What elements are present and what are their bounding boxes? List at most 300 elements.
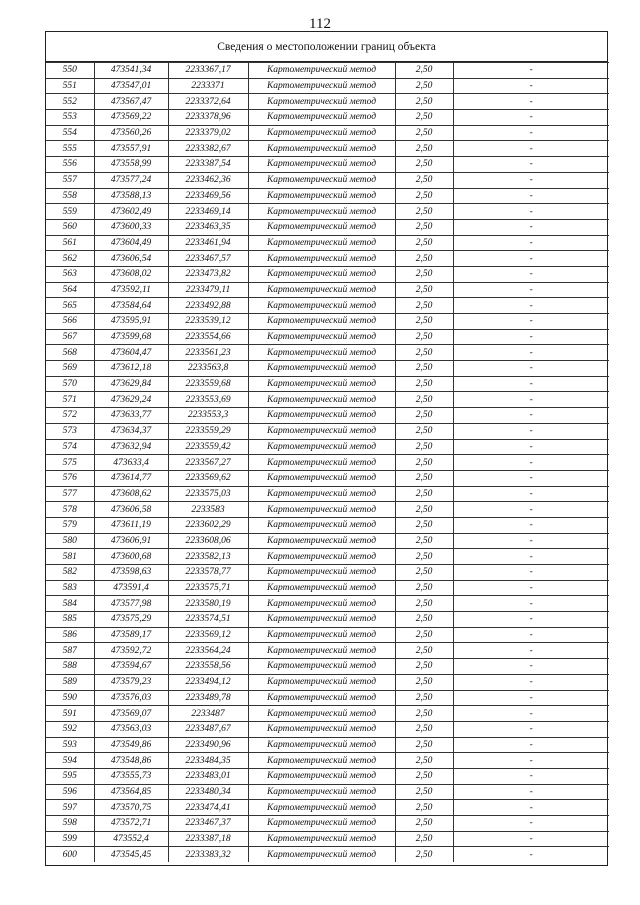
y-coordinate-cell: 2233561,23: [168, 345, 248, 361]
table-row: [46, 282, 609, 298]
table-row: [46, 172, 609, 188]
description-cell: -: [453, 329, 609, 345]
y-coordinate-cell: 2233473,82: [168, 266, 248, 282]
table-body: [46, 63, 609, 863]
method-cell: Картометрический метод: [248, 423, 395, 439]
method-cell: Картометрический метод: [248, 157, 395, 173]
method-cell: Картометрический метод: [248, 141, 395, 157]
x-coordinate-cell: 473575,29: [94, 612, 168, 628]
point-number-cell: 594: [46, 753, 94, 769]
y-coordinate-cell: 2233494,12: [168, 674, 248, 690]
y-coordinate-cell: 2233578,77: [168, 565, 248, 581]
description-cell: -: [453, 533, 609, 549]
description-cell: -: [453, 314, 609, 330]
point-number-cell: 583: [46, 580, 94, 596]
table-row: [46, 816, 609, 832]
method-cell: Картометрический метод: [248, 188, 395, 204]
point-number-cell: 599: [46, 831, 94, 847]
y-coordinate-cell: 2233575,03: [168, 486, 248, 502]
x-coordinate-cell: 473560,26: [94, 125, 168, 141]
table-row: [46, 408, 609, 424]
method-cell: Картометрический метод: [248, 63, 395, 79]
coordinates-table: [46, 62, 609, 862]
y-coordinate-cell: 2233582,13: [168, 549, 248, 565]
table-row: [46, 721, 609, 737]
y-coordinate-cell: 2233372,64: [168, 94, 248, 110]
x-coordinate-cell: 473629,24: [94, 392, 168, 408]
x-coordinate-cell: 473558,99: [94, 157, 168, 173]
accuracy-cell: 2,50: [395, 690, 453, 706]
description-cell: -: [453, 627, 609, 643]
y-coordinate-cell: 2233487,67: [168, 721, 248, 737]
point-number-cell: 574: [46, 439, 94, 455]
description-cell: -: [453, 721, 609, 737]
point-number-cell: 588: [46, 659, 94, 675]
method-cell: Картометрический метод: [248, 110, 395, 126]
description-cell: -: [453, 266, 609, 282]
y-coordinate-cell: 2233467,37: [168, 816, 248, 832]
description-cell: -: [453, 376, 609, 392]
x-coordinate-cell: 473629,84: [94, 376, 168, 392]
table-row: [46, 831, 609, 847]
accuracy-cell: 2,50: [395, 674, 453, 690]
y-coordinate-cell: 2233559,29: [168, 423, 248, 439]
accuracy-cell: 2,50: [395, 423, 453, 439]
y-coordinate-cell: 2233553,69: [168, 392, 248, 408]
description-cell: -: [453, 439, 609, 455]
table-row: [46, 298, 609, 314]
point-number-cell: 565: [46, 298, 94, 314]
description-cell: -: [453, 172, 609, 188]
y-coordinate-cell: 2233559,42: [168, 439, 248, 455]
table-row: [46, 768, 609, 784]
accuracy-cell: 2,50: [395, 596, 453, 612]
method-cell: Картометрический метод: [248, 439, 395, 455]
description-cell: -: [453, 612, 609, 628]
x-coordinate-cell: 473608,62: [94, 486, 168, 502]
x-coordinate-cell: 473572,71: [94, 816, 168, 832]
x-coordinate-cell: 473608,02: [94, 266, 168, 282]
method-cell: Картометрический метод: [248, 768, 395, 784]
x-coordinate-cell: 473584,64: [94, 298, 168, 314]
x-coordinate-cell: 473552,4: [94, 831, 168, 847]
point-number-cell: 562: [46, 251, 94, 267]
table-row: [46, 63, 609, 79]
y-coordinate-cell: 2233462,36: [168, 172, 248, 188]
accuracy-cell: 2,50: [395, 408, 453, 424]
accuracy-cell: 2,50: [395, 361, 453, 377]
x-coordinate-cell: 473594,67: [94, 659, 168, 675]
description-cell: -: [453, 110, 609, 126]
y-coordinate-cell: 2233379,02: [168, 125, 248, 141]
description-cell: -: [453, 251, 609, 267]
accuracy-cell: 2,50: [395, 721, 453, 737]
method-cell: Картометрический метод: [248, 392, 395, 408]
table-row: [46, 314, 609, 330]
y-coordinate-cell: 2233539,12: [168, 314, 248, 330]
x-coordinate-cell: 473614,77: [94, 470, 168, 486]
accuracy-cell: 2,50: [395, 831, 453, 847]
accuracy-cell: 2,50: [395, 157, 453, 173]
accuracy-cell: 2,50: [395, 455, 453, 471]
table-row: [46, 345, 609, 361]
y-coordinate-cell: 2233583: [168, 502, 248, 518]
table-row: [46, 674, 609, 690]
y-coordinate-cell: 2233467,57: [168, 251, 248, 267]
document-table-frame: [45, 31, 608, 866]
x-coordinate-cell: 473545,45: [94, 847, 168, 862]
x-coordinate-cell: 473612,18: [94, 361, 168, 377]
y-coordinate-cell: 2233387,54: [168, 157, 248, 173]
table-row: [46, 706, 609, 722]
point-number-cell: 595: [46, 768, 94, 784]
x-coordinate-cell: 473595,91: [94, 314, 168, 330]
point-number-cell: 550: [46, 63, 94, 79]
description-cell: -: [453, 204, 609, 220]
accuracy-cell: 2,50: [395, 298, 453, 314]
accuracy-cell: 2,50: [395, 659, 453, 675]
page-number: 112: [309, 16, 331, 32]
method-cell: Картометрический метод: [248, 565, 395, 581]
x-coordinate-cell: 473598,63: [94, 565, 168, 581]
table-row: [46, 361, 609, 377]
point-number-cell: 571: [46, 392, 94, 408]
table-row: [46, 784, 609, 800]
accuracy-cell: 2,50: [395, 392, 453, 408]
accuracy-cell: 2,50: [395, 110, 453, 126]
method-cell: Картометрический метод: [248, 329, 395, 345]
y-coordinate-cell: 2233602,29: [168, 517, 248, 533]
method-cell: Картометрический метод: [248, 674, 395, 690]
description-cell: -: [453, 470, 609, 486]
point-number-cell: 557: [46, 172, 94, 188]
point-number-cell: 567: [46, 329, 94, 345]
x-coordinate-cell: 473602,49: [94, 204, 168, 220]
table-row: [46, 94, 609, 110]
method-cell: Картометрический метод: [248, 800, 395, 816]
point-number-cell: 566: [46, 314, 94, 330]
method-cell: Картометрический метод: [248, 172, 395, 188]
method-cell: Картометрический метод: [248, 533, 395, 549]
point-number-cell: 578: [46, 502, 94, 518]
y-coordinate-cell: 2233378,96: [168, 110, 248, 126]
table-row: [46, 580, 609, 596]
description-cell: -: [453, 502, 609, 518]
point-number-cell: 554: [46, 125, 94, 141]
x-coordinate-cell: 473563,03: [94, 721, 168, 737]
description-cell: -: [453, 517, 609, 533]
point-number-cell: 577: [46, 486, 94, 502]
point-number-cell: 553: [46, 110, 94, 126]
description-cell: -: [453, 282, 609, 298]
description-cell: -: [453, 63, 609, 79]
method-cell: Картометрический метод: [248, 376, 395, 392]
accuracy-cell: 2,50: [395, 314, 453, 330]
method-cell: Картометрический метод: [248, 847, 395, 862]
accuracy-cell: 2,50: [395, 235, 453, 251]
table-row: [46, 141, 609, 157]
point-number-cell: 559: [46, 204, 94, 220]
accuracy-cell: 2,50: [395, 219, 453, 235]
method-cell: Картометрический метод: [248, 502, 395, 518]
y-coordinate-cell: 2233569,12: [168, 627, 248, 643]
point-number-cell: 579: [46, 517, 94, 533]
table-row: [46, 110, 609, 126]
x-coordinate-cell: 473634,37: [94, 423, 168, 439]
method-cell: Картометрический метод: [248, 204, 395, 220]
y-coordinate-cell: 2233490,96: [168, 737, 248, 753]
point-number-cell: 597: [46, 800, 94, 816]
table-header: Сведения о местоположении границ объекта: [46, 32, 607, 62]
method-cell: Картометрический метод: [248, 78, 395, 94]
point-number-cell: 589: [46, 674, 94, 690]
x-coordinate-cell: 473599,68: [94, 329, 168, 345]
y-coordinate-cell: 2233563,8: [168, 361, 248, 377]
point-number-cell: 572: [46, 408, 94, 424]
point-number-cell: 598: [46, 816, 94, 832]
accuracy-cell: 2,50: [395, 580, 453, 596]
accuracy-cell: 2,50: [395, 125, 453, 141]
table-row: [46, 517, 609, 533]
accuracy-cell: 2,50: [395, 188, 453, 204]
point-number-cell: 573: [46, 423, 94, 439]
method-cell: Картометрический метод: [248, 219, 395, 235]
table-row: [46, 251, 609, 267]
point-number-cell: 570: [46, 376, 94, 392]
description-cell: -: [453, 141, 609, 157]
description-cell: -: [453, 423, 609, 439]
y-coordinate-cell: 2233474,41: [168, 800, 248, 816]
method-cell: Картометрический метод: [248, 721, 395, 737]
table-row: [46, 643, 609, 659]
method-cell: Картометрический метод: [248, 737, 395, 753]
method-cell: Картометрический метод: [248, 125, 395, 141]
accuracy-cell: 2,50: [395, 251, 453, 267]
method-cell: Картометрический метод: [248, 659, 395, 675]
table-row: [46, 439, 609, 455]
x-coordinate-cell: 473564,85: [94, 784, 168, 800]
x-coordinate-cell: 473588,13: [94, 188, 168, 204]
method-cell: Картометрический метод: [248, 408, 395, 424]
table-row: [46, 847, 609, 862]
point-number-cell: 584: [46, 596, 94, 612]
x-coordinate-cell: 473611,19: [94, 517, 168, 533]
method-cell: Картометрический метод: [248, 517, 395, 533]
table-row: [46, 549, 609, 565]
description-cell: -: [453, 816, 609, 832]
description-cell: -: [453, 565, 609, 581]
description-cell: -: [453, 580, 609, 596]
x-coordinate-cell: 473570,75: [94, 800, 168, 816]
table-row: [46, 376, 609, 392]
x-coordinate-cell: 473633,77: [94, 408, 168, 424]
point-number-cell: 586: [46, 627, 94, 643]
y-coordinate-cell: 2233367,17: [168, 63, 248, 79]
y-coordinate-cell: 2233469,14: [168, 204, 248, 220]
description-cell: -: [453, 800, 609, 816]
table-row: [46, 502, 609, 518]
table-row: [46, 329, 609, 345]
table-row: [46, 235, 609, 251]
description-cell: -: [453, 125, 609, 141]
accuracy-cell: 2,50: [395, 172, 453, 188]
y-coordinate-cell: 2233567,27: [168, 455, 248, 471]
description-cell: -: [453, 659, 609, 675]
description-cell: -: [453, 784, 609, 800]
description-cell: -: [453, 674, 609, 690]
point-number-cell: 591: [46, 706, 94, 722]
point-number-cell: 560: [46, 219, 94, 235]
method-cell: Картометрический метод: [248, 314, 395, 330]
table-row: [46, 219, 609, 235]
x-coordinate-cell: 473600,33: [94, 219, 168, 235]
table-row: [46, 800, 609, 816]
method-cell: Картометрический метод: [248, 690, 395, 706]
method-cell: Картометрический метод: [248, 486, 395, 502]
accuracy-cell: 2,50: [395, 768, 453, 784]
y-coordinate-cell: 2233489,78: [168, 690, 248, 706]
y-coordinate-cell: 2233469,56: [168, 188, 248, 204]
description-cell: -: [453, 455, 609, 471]
description-cell: -: [453, 753, 609, 769]
method-cell: Картометрический метод: [248, 235, 395, 251]
y-coordinate-cell: 2233484,35: [168, 753, 248, 769]
method-cell: Картометрический метод: [248, 706, 395, 722]
accuracy-cell: 2,50: [395, 549, 453, 565]
table-row: [46, 690, 609, 706]
accuracy-cell: 2,50: [395, 78, 453, 94]
x-coordinate-cell: 473541,34: [94, 63, 168, 79]
y-coordinate-cell: 2233574,51: [168, 612, 248, 628]
table-row: [46, 392, 609, 408]
method-cell: Картометрический метод: [248, 612, 395, 628]
accuracy-cell: 2,50: [395, 502, 453, 518]
method-cell: Картометрический метод: [248, 298, 395, 314]
accuracy-cell: 2,50: [395, 753, 453, 769]
description-cell: -: [453, 690, 609, 706]
method-cell: Картометрический метод: [248, 251, 395, 267]
description-cell: -: [453, 78, 609, 94]
point-number-cell: 580: [46, 533, 94, 549]
y-coordinate-cell: 2233463,35: [168, 219, 248, 235]
table-row: [46, 596, 609, 612]
y-coordinate-cell: 2233553,3: [168, 408, 248, 424]
x-coordinate-cell: 473548,86: [94, 753, 168, 769]
y-coordinate-cell: 2233483,01: [168, 768, 248, 784]
x-coordinate-cell: 473567,47: [94, 94, 168, 110]
method-cell: Картометрический метод: [248, 455, 395, 471]
accuracy-cell: 2,50: [395, 612, 453, 628]
description-cell: -: [453, 549, 609, 565]
point-number-cell: 593: [46, 737, 94, 753]
x-coordinate-cell: 473592,72: [94, 643, 168, 659]
description-cell: -: [453, 94, 609, 110]
x-coordinate-cell: 473547,01: [94, 78, 168, 94]
description-cell: -: [453, 298, 609, 314]
accuracy-cell: 2,50: [395, 94, 453, 110]
accuracy-cell: 2,50: [395, 266, 453, 282]
point-number-cell: 576: [46, 470, 94, 486]
method-cell: Картометрический метод: [248, 549, 395, 565]
x-coordinate-cell: 473549,86: [94, 737, 168, 753]
y-coordinate-cell: 2233492,88: [168, 298, 248, 314]
x-coordinate-cell: 473591,4: [94, 580, 168, 596]
accuracy-cell: 2,50: [395, 345, 453, 361]
x-coordinate-cell: 473576,03: [94, 690, 168, 706]
y-coordinate-cell: 2233580,19: [168, 596, 248, 612]
x-coordinate-cell: 473632,94: [94, 439, 168, 455]
table-row: [46, 455, 609, 471]
y-coordinate-cell: 2233564,24: [168, 643, 248, 659]
y-coordinate-cell: 2233479,11: [168, 282, 248, 298]
method-cell: Картометрический метод: [248, 816, 395, 832]
point-number-cell: 564: [46, 282, 94, 298]
description-cell: -: [453, 643, 609, 659]
point-number-cell: 575: [46, 455, 94, 471]
table-row: [46, 188, 609, 204]
method-cell: Картометрический метод: [248, 596, 395, 612]
y-coordinate-cell: 2233383,32: [168, 847, 248, 862]
point-number-cell: 587: [46, 643, 94, 659]
x-coordinate-cell: 473569,07: [94, 706, 168, 722]
accuracy-cell: 2,50: [395, 282, 453, 298]
point-number-cell: 563: [46, 266, 94, 282]
accuracy-cell: 2,50: [395, 141, 453, 157]
method-cell: Картометрический метод: [248, 643, 395, 659]
accuracy-cell: 2,50: [395, 565, 453, 581]
method-cell: Картометрический метод: [248, 282, 395, 298]
table-row: [46, 204, 609, 220]
point-number-cell: 551: [46, 78, 94, 94]
x-coordinate-cell: 473604,47: [94, 345, 168, 361]
table-row: [46, 125, 609, 141]
y-coordinate-cell: 2233461,94: [168, 235, 248, 251]
accuracy-cell: 2,50: [395, 800, 453, 816]
y-coordinate-cell: 2233558,56: [168, 659, 248, 675]
accuracy-cell: 2,50: [395, 517, 453, 533]
accuracy-cell: 2,50: [395, 627, 453, 643]
y-coordinate-cell: 2233480,34: [168, 784, 248, 800]
description-cell: -: [453, 847, 609, 862]
accuracy-cell: 2,50: [395, 204, 453, 220]
y-coordinate-cell: 2233569,62: [168, 470, 248, 486]
point-number-cell: 556: [46, 157, 94, 173]
x-coordinate-cell: 473557,91: [94, 141, 168, 157]
description-cell: -: [453, 596, 609, 612]
description-cell: -: [453, 486, 609, 502]
description-cell: -: [453, 392, 609, 408]
accuracy-cell: 2,50: [395, 470, 453, 486]
accuracy-cell: 2,50: [395, 706, 453, 722]
table-row: [46, 157, 609, 173]
table-row: [46, 533, 609, 549]
accuracy-cell: 2,50: [395, 847, 453, 862]
x-coordinate-cell: 473569,22: [94, 110, 168, 126]
x-coordinate-cell: 473606,54: [94, 251, 168, 267]
table-row: [46, 78, 609, 94]
table-row: [46, 753, 609, 769]
accuracy-cell: 2,50: [395, 63, 453, 79]
point-number-cell: 581: [46, 549, 94, 565]
point-number-cell: 592: [46, 721, 94, 737]
accuracy-cell: 2,50: [395, 784, 453, 800]
table-row: [46, 266, 609, 282]
accuracy-cell: 2,50: [395, 533, 453, 549]
point-number-cell: 582: [46, 565, 94, 581]
description-cell: -: [453, 737, 609, 753]
table-row: [46, 470, 609, 486]
x-coordinate-cell: 473604,49: [94, 235, 168, 251]
